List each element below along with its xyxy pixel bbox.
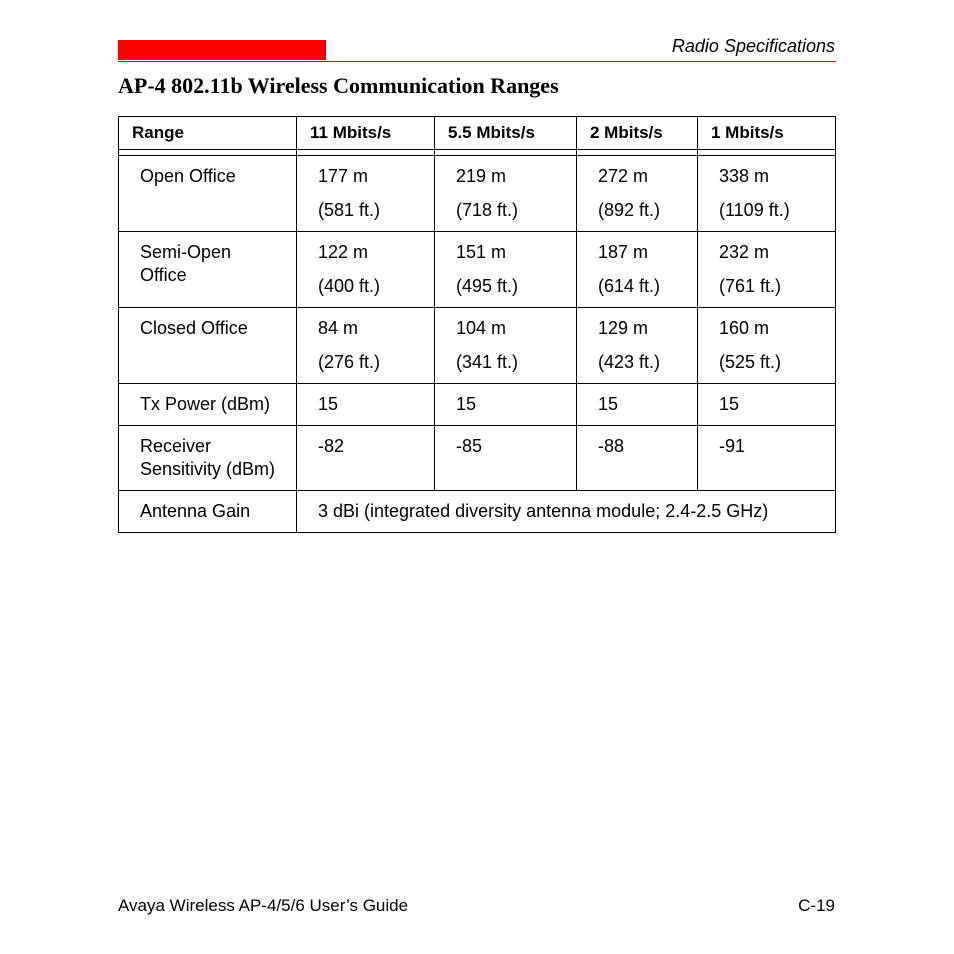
range-table	[118, 116, 836, 533]
table-cell: 84 m (276 ft.)	[296, 308, 434, 383]
row-label: Open Office	[140, 166, 236, 186]
row-label: Receiver Sensitivity (dBm)	[140, 436, 276, 479]
table-cell: 15	[697, 384, 835, 425]
row-label: Semi-Open Office	[140, 242, 232, 285]
table-cell: -91	[697, 426, 835, 490]
table-row	[118, 232, 836, 308]
table-cell: 338 m (1109 ft.)	[697, 156, 835, 231]
table-cell: 151 m (495 ft.)	[434, 232, 576, 307]
page-title: AP-4 802.11b Wireless Communication Ranges	[118, 73, 559, 98]
table-cell: 15	[296, 384, 434, 425]
table-row	[118, 426, 836, 491]
table-cell: 104 m (341 ft.)	[434, 308, 576, 383]
table-cell: 129 m (423 ft.)	[576, 308, 697, 383]
header-5-5mbps: 5.5 Mbits/s	[434, 117, 576, 149]
table-cell: 177 m (581 ft.)	[296, 156, 434, 231]
table-cell: -85	[434, 426, 576, 490]
table-cell: 15	[434, 384, 576, 425]
table-cell: -88	[576, 426, 697, 490]
table-cell: 219 m (718 ft.)	[434, 156, 576, 231]
table-cell: 232 m (761 ft.)	[697, 232, 835, 307]
table-cell: 187 m (614 ft.)	[576, 232, 697, 307]
table-cell: 15	[576, 384, 697, 425]
row-label: Closed Office	[140, 318, 248, 338]
table-cell: 272 m (892 ft.)	[576, 156, 697, 231]
header-2mbps: 2 Mbits/s	[576, 117, 697, 149]
table-row	[118, 308, 836, 384]
header-red-bar	[118, 40, 326, 60]
table-cell: -82	[296, 426, 434, 490]
header-range: Range	[132, 123, 184, 142]
table-cell: 122 m (400 ft.)	[296, 232, 434, 307]
table-cell: 3 dBi (integrated diversity antenna module; 2.4-2.5 GHz)	[296, 491, 835, 532]
table-cell: 160 m (525 ft.)	[697, 308, 835, 383]
section-title: Radio Specifications	[671, 36, 835, 56]
row-label: Antenna Gain	[140, 501, 251, 521]
table-row	[118, 384, 836, 426]
footer-guide-title: Avaya Wireless AP-4/5/6 User’s Guide	[118, 896, 409, 915]
row-label: Tx Power (dBm)	[140, 394, 271, 414]
header-rule	[118, 61, 836, 62]
table-row	[118, 491, 836, 533]
header-11mbps: 11 Mbits/s	[296, 117, 434, 149]
table-header-row	[118, 116, 836, 150]
table-row	[118, 156, 836, 232]
header-1mbps: 1 Mbits/s	[697, 117, 835, 149]
footer-page-number: C-19	[798, 896, 835, 915]
